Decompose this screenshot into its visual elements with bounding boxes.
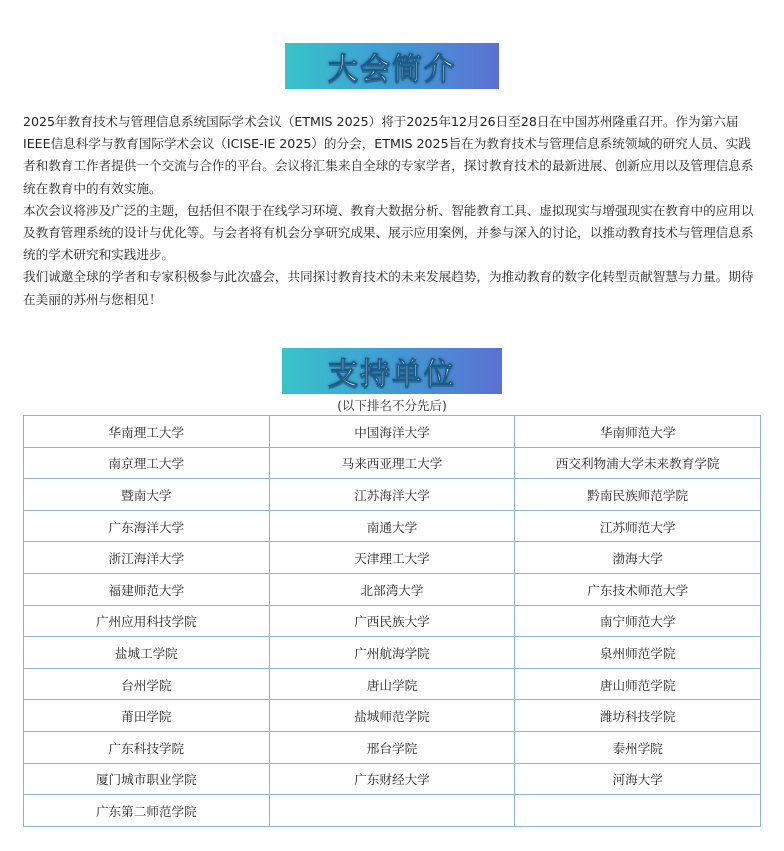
unit-cell — [515, 795, 761, 827]
unit-cell: 盐城师范学院 — [269, 700, 515, 732]
table-row — [24, 700, 761, 732]
table-row — [24, 795, 761, 827]
unit-cell: 江苏师范大学 — [515, 510, 761, 542]
supporting-units-table — [23, 415, 761, 827]
table-row — [24, 731, 761, 763]
unit-cell: 莆田学院 — [24, 700, 270, 732]
table-row — [24, 637, 761, 669]
table-row — [24, 605, 761, 637]
intro-heading: 大会简介 — [328, 52, 456, 87]
unit-cell: 北部湾大学 — [269, 573, 515, 605]
unit-cell: 南通大学 — [269, 510, 515, 542]
table-row — [24, 510, 761, 542]
unit-cell: 西交利物浦大学未来教育学院 — [515, 447, 761, 479]
unit-cell: 广东科技学院 — [24, 731, 270, 763]
unit-cell: 暨南大学 — [24, 479, 270, 511]
intro-heading-banner — [285, 43, 499, 89]
unit-cell: 广东财经大学 — [269, 763, 515, 795]
unit-cell: 河海大学 — [515, 763, 761, 795]
unit-cell: 台州学院 — [24, 668, 270, 700]
table-row — [24, 573, 761, 605]
unit-cell: 潍坊科技学院 — [515, 700, 761, 732]
unit-cell: 盐城工学院 — [24, 637, 270, 669]
unit-cell: 广西民族大学 — [269, 605, 515, 637]
unit-cell: 厦门城市职业学院 — [24, 763, 270, 795]
unit-cell: 泰州学院 — [515, 731, 761, 763]
unit-cell: 广东第二师范学院 — [24, 795, 270, 827]
unit-cell: 南宁师范大学 — [515, 605, 761, 637]
ranking-note: (以下排名不分先后) — [337, 398, 447, 413]
unit-cell: 唐山师范学院 — [515, 668, 761, 700]
unit-cell: 唐山学院 — [269, 668, 515, 700]
intro-text — [23, 111, 763, 311]
unit-cell: 江苏海洋大学 — [269, 479, 515, 511]
unit-cell: 黔南民族师范学院 — [515, 479, 761, 511]
table-row — [24, 447, 761, 479]
unit-cell: 浙江海洋大学 — [24, 542, 270, 574]
intro-paragraph: 我们诚邀全球的学者和专家积极参与此次盛会，共同探讨教育技术的未来发展趋势，为推动教育的数字化转型贡献智慧与力量。期待在美丽的苏州与您相见！ — [23, 269, 754, 307]
table-row — [24, 479, 761, 511]
unit-cell: 福建师范大学 — [24, 573, 270, 605]
unit-cell: 南京理工大学 — [24, 447, 270, 479]
unit-cell: 天津理工大学 — [269, 542, 515, 574]
unit-cell: 广东海洋大学 — [24, 510, 270, 542]
unit-cell — [269, 795, 515, 827]
unit-cell: 邢台学院 — [269, 731, 515, 763]
unit-cell: 泉州师范学院 — [515, 637, 761, 669]
intro-paragraph: 2025年教育技术与管理信息系统国际学术会议（ETMIS 2025）将于2025年12月26日至28日在中国苏州隆重召开。作为第六届IEEE信息科学与教育国际学术会议（ICISE-IE 2025）的分会，ETMIS 2025旨在为教育技术与管理信息系统领域的研究人员、实践者和教育工作者提供一个交流与合作的平台。会议将汇集来自全球的专家学者，探讨教育技术的最新进展、创新应用以及管理信息系统在教育中的有效实施。 — [23, 114, 754, 196]
unit-cell: 马来西亚理工大学 — [269, 447, 515, 479]
intro-paragraph: 本次会议将涉及广泛的主题，包括但不限于在线学习环境、教育大数据分析、智能教育工具、虚拟现实与增强现实在教育中的应用以及教育管理系统的设计与优化等。与会者将有机会分享研究成果、展示应用案例，并参与深入的讨论，以推动教育技术与管理信息系统的学术研究和实践进步。 — [23, 202, 754, 263]
unit-cell: 华南师范大学 — [515, 416, 761, 448]
unit-cell: 中国海洋大学 — [269, 416, 515, 448]
unit-cell: 华南理工大学 — [24, 416, 270, 448]
unit-cell: 渤海大学 — [515, 542, 761, 574]
table-row — [24, 416, 761, 448]
unit-cell: 广州应用科技学院 — [24, 605, 270, 637]
support-heading: 支持单位 — [328, 357, 456, 392]
table-row — [24, 668, 761, 700]
table-row — [24, 542, 761, 574]
unit-cell: 广州航海学院 — [269, 637, 515, 669]
unit-cell: 广东技术师范大学 — [515, 573, 761, 605]
support-heading-banner — [282, 348, 502, 394]
table-row — [24, 763, 761, 795]
